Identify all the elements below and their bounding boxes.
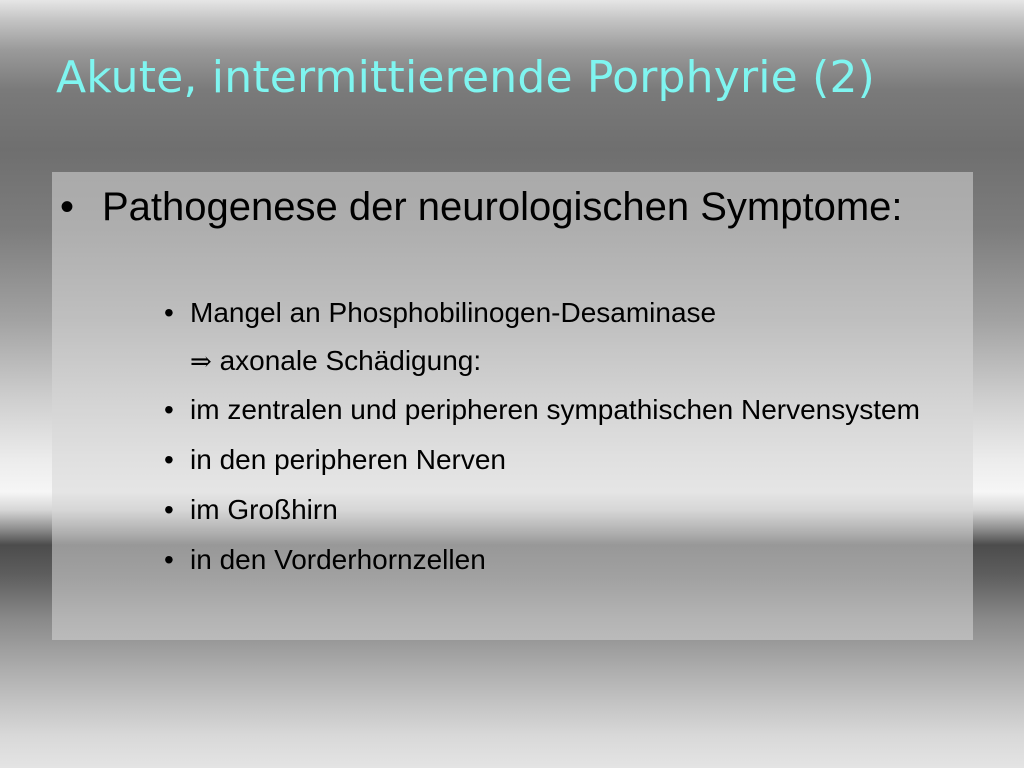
content-box: [52, 172, 973, 640]
sub-bullet-item: [164, 393, 924, 427]
sub-bullet-continuation: [164, 344, 924, 379]
main-bullet-text: Pathogenese der neurologischen Symptome:: [102, 185, 903, 229]
implies-arrow-icon: ⇒: [190, 347, 212, 377]
continuation-text: axonale Schädigung:: [219, 345, 482, 376]
sub-bullet-text: in den peripheren Nerven: [190, 444, 506, 475]
sub-bullet-list: [164, 296, 924, 593]
sub-bullet-text: im zentralen und peripheren sympathischen Nervensystem: [190, 394, 920, 425]
sub-bullet-text: in den Vorderhornzellen: [190, 544, 486, 575]
sub-bullet-item: [164, 543, 924, 577]
bullet-icon: •: [164, 297, 174, 328]
bullet-icon: •: [164, 544, 174, 575]
sub-bullet-text: im Großhirn: [190, 494, 338, 525]
sub-bullet-item: [164, 296, 924, 330]
bullet-icon: •: [60, 185, 75, 229]
sub-bullet-item: [164, 493, 924, 527]
bullet-icon: •: [164, 444, 174, 475]
sub-bullet-text: Mangel an Phosphobilinogen-Desaminase: [190, 297, 717, 328]
bullet-icon: •: [164, 494, 174, 525]
main-bullet-item: [60, 182, 920, 232]
sub-bullet-item: [164, 443, 924, 477]
slide-title: Akute, intermittierende Porphyrie (2): [56, 52, 876, 103]
bullet-icon: •: [164, 394, 174, 425]
